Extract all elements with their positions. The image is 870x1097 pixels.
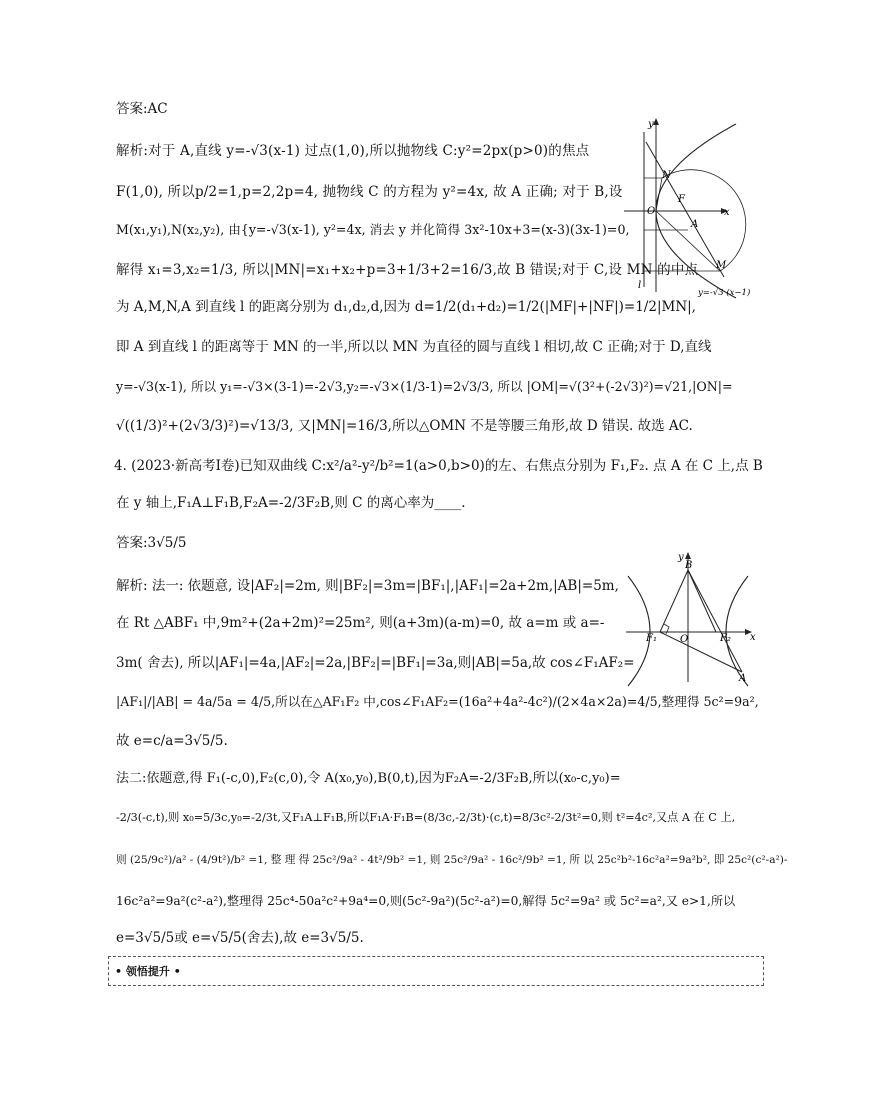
q3-line-1: 解析:对于 A,直线 y=-√3(x-1) 过点(1,0),所以抛物线 C:y²=2px(p>0)的焦点 xyxy=(116,143,590,159)
q4-answer: 答案:3√5/5 xyxy=(116,535,187,551)
label-f1: F₁ xyxy=(646,633,657,644)
q4-question-line-2: 在 y 轴上,F₁A⊥F₁B,F₂A=-2/3F₂B,则 C 的离心率为____. xyxy=(116,495,466,511)
hyperbola-figure xyxy=(622,548,764,688)
y-axis-arrow xyxy=(653,118,659,125)
label-a: A xyxy=(739,673,747,684)
q4-method1-line-5: 故 e=c/a=3√5/5. xyxy=(116,733,228,749)
q4-method2-line-3: 则 (25/9c²)/a² - (4/9t²)/b² =1, 整 理 得 25c²/9a² - 4t²/9b² =1, 则 25c²/9a² - 16c²/9b² =1, 所 以 25c²b²-16c²a²=9a²b², 即 25c²(c²-a²)- xyxy=(116,854,788,866)
label-f: F xyxy=(678,194,685,205)
segment-bf1 xyxy=(660,570,688,632)
label-n: N xyxy=(662,170,671,181)
insight-box-title: • 领悟提升 • xyxy=(115,965,181,978)
q3-line-6: 即 A 到直线 l 的距离等于 MN 的一半,所以以 MN 为直径的圆与直线 l 相切,故 C 正确;对于 D,直线 xyxy=(116,339,712,355)
q4-question-line-1: 4. (2023·新高考Ⅰ卷)已知双曲线 C:x²/a²-y²/b²=1(a>0,b>0)的左、右焦点分别为 F₁,F₂. 点 A 在 C 上,点 B xyxy=(114,458,763,474)
q3-line-4: 解得 x₁=3,x₂=1/3, 所以|MN|=x₁+x₂+p=3+1/3+2=16/3,故 B 错误;对于 C,设 MN 的中点 xyxy=(116,262,699,278)
label-o: O xyxy=(647,206,656,217)
q4-method1-line-1: 解析: 法一: 依题意, 设|AF₂|=2m, 则|BF₂|=3m=|BF₁|,|AF₁|=2a+2m,|AB|=5m, xyxy=(116,578,619,594)
q3-answer: 答案:AC xyxy=(116,101,168,117)
label-a: A xyxy=(691,219,699,230)
parabola-figure xyxy=(614,112,764,302)
q4-method1-line-3: 3m( 舍去), 所以|AF₁|=4a,|AF₂|=2a,|BF₂|=|BF₁|=3a,则|AB|=5a,故 cos∠F₁AF₂= xyxy=(116,655,635,671)
q4-method1-line-4: |AF₁|/|AB| = 4a/5a = 4/5,所以在△AF₁F₂ 中,cos∠F₁AF₂=(16a²+4a²-4c²)/(2×4a×2a)=4/5,整理得 5c²=9a², xyxy=(116,694,759,709)
label-m: M xyxy=(716,260,727,271)
label-x: x xyxy=(750,632,756,643)
label-line-eq: y=-√3 (x−1) xyxy=(698,288,751,298)
q3-line-5: 为 A,M,N,A 到直线 l 的距离分别为 d₁,d₂,d,因为 d=1/2(d₁+d₂)=1/2(|MF|+|NF|)=1/2|MN|, xyxy=(116,299,696,315)
q3-line-7: y=-√3(x-1), 所以 y₁=-√3×(3-1)=-2√3,y₂=-√3×(1/3-1)=2√3/3, 所以 |OM|=√(3²+(-2√3)²)=√21,|ON|= xyxy=(116,379,733,394)
q3-line-8: √((1/3)²+(2√3/3)²)=√13/3, 又|MN|=16/3,所以△OMN 不是等腰三角形,故 D 错误. 故选 AC. xyxy=(116,418,693,434)
hyperbola-left-branch xyxy=(628,576,650,686)
insight-box xyxy=(108,956,764,986)
label-x: x xyxy=(724,207,730,218)
label-y: y xyxy=(678,552,684,563)
label-l: l xyxy=(638,280,642,291)
q4-method2-line-1: 法二:依题意,得 F₁(-c,0),F₂(c,0),令 A(x₀,y₀),B(0,t),因为F₂A=-2/3F₂B,所以(x₀-c,y₀)= xyxy=(116,771,621,786)
q3-line-2: F(1,0), 所以p/2=1,p=2,2p=4, 抛物线 C 的方程为 y²=4x, 故 A 正确; 对于 B,设 xyxy=(116,184,623,200)
segment-ba xyxy=(688,570,742,672)
q4-method2-line-4: 16c²a²=9a²(c²-a²),整理得 25c⁴-50a²c²+9a⁴=0,则(5c²-9a²)(5c²-a²)=0,解得 5c²=9a² 或 5c²=a²,又 e>1,所以 xyxy=(116,894,736,908)
label-b: B xyxy=(685,560,693,571)
label-f2: F₂ xyxy=(720,633,731,644)
line-mn xyxy=(646,142,724,277)
y-axis-arrow xyxy=(685,552,691,559)
segment-on xyxy=(656,178,662,211)
q4-method2-line-5: e=3√5/5或 e=√5/5(舍去),故 e=3√5/5. xyxy=(116,930,364,946)
q4-method2-line-2: -2/3(-c,t),则 x₀=5/3c,y₀=-2/3t,又F₁A⊥F₁B,所以F₁A·F₁B=(8/3c,-2/3t)·(c,t)=8/3c²-2/3t²=0,则 t²=4c²,又点 A 在 C 上, xyxy=(116,811,736,824)
segment-bf2 xyxy=(688,570,716,632)
q4-method1-line-2: 在 Rt △ABF₁ 中,9m²+(2a+2m)²=25m², 则(a+3m)(a-m)=0, 故 a=m 或 a=- xyxy=(116,615,605,631)
q3-line-3: M(x₁,y₁),N(x₂,y₂), 由{y=-√3(x-1), y²=4x, 消去 y 并化简得 3x²-10x+3=(x-3)(3x-1)=0, xyxy=(116,222,630,237)
label-o: O xyxy=(680,634,689,645)
label-y: y xyxy=(648,119,654,130)
